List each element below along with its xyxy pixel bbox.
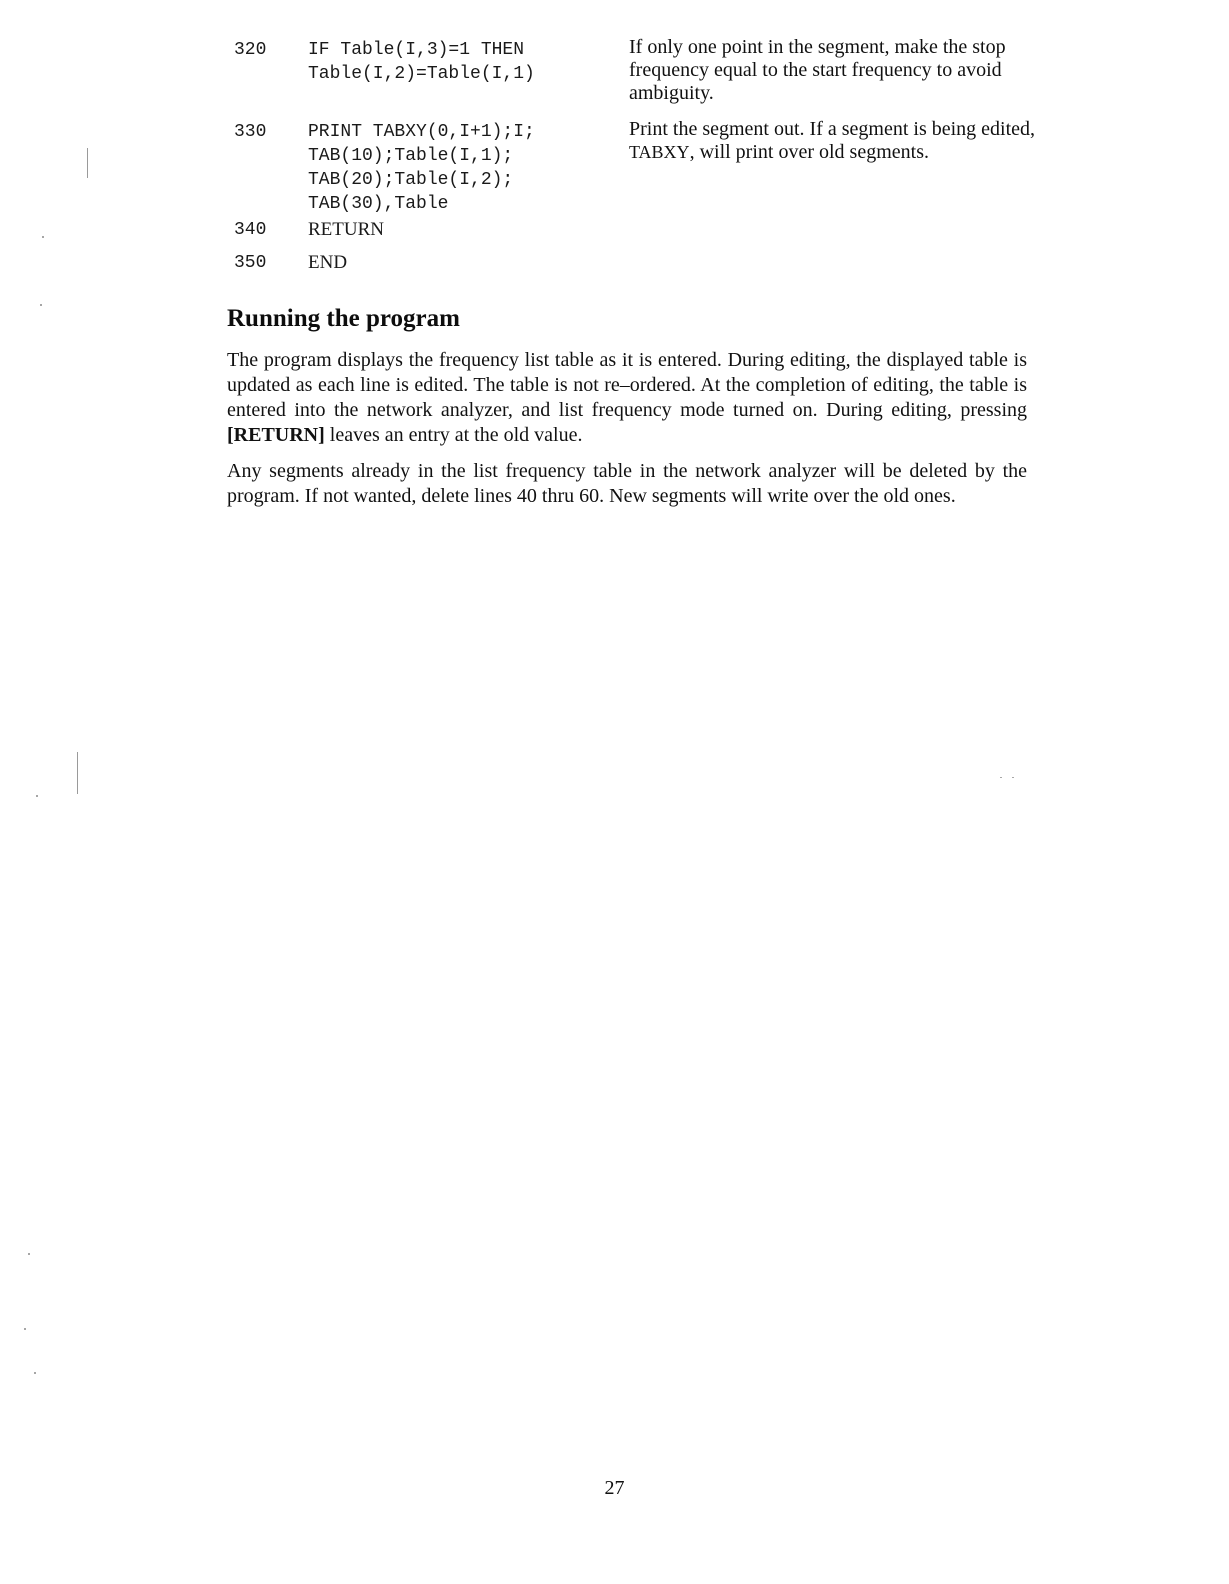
scan-speck bbox=[1012, 777, 1014, 778]
scan-speck bbox=[34, 1372, 36, 1374]
body-paragraph-1 bbox=[227, 348, 1027, 448]
page-number: 27 bbox=[604, 1477, 625, 1499]
code-row-330 bbox=[0, 120, 1229, 218]
paragraph-text: leaves an entry at the old value. bbox=[324, 424, 583, 446]
paragraph-text: The program displays the frequency list table as it is entered. During editing, the displayed table is updated as each line is edited. The table is not re–ordered. At the completion of editing, the table is entered into the network analyzer, and list frequency mode turned on. During editing, pressing bbox=[227, 349, 1027, 421]
body-paragraph-2: Any segments already in the list frequency table in the network analyzer will be deleted by the program. If not wanted, delete lines 40 thru 60. New segments will write over the old ones. bbox=[227, 460, 1027, 507]
scan-mark bbox=[87, 148, 88, 178]
code-row-320 bbox=[0, 36, 1229, 120]
code-statement: RETURN bbox=[308, 219, 384, 240]
scan-speck bbox=[42, 236, 44, 238]
comment-text-part: Print the segment out. If a segment is being edited, bbox=[629, 118, 1036, 140]
code-statement: END bbox=[308, 252, 348, 273]
scan-speck bbox=[28, 1253, 30, 1255]
line-number: 320 bbox=[234, 40, 267, 60]
code-statement: IF Table(I,3)=1 THEN Table(I,2)=Table(I,1) bbox=[308, 40, 535, 84]
code-comment: If only one point in the segment, make the stop frequency equal to the start frequency to avoid ambiguity. bbox=[629, 36, 1006, 104]
code-row-350 bbox=[0, 251, 1229, 281]
tabxy-keyword: TABXY bbox=[629, 142, 690, 162]
scan-speck bbox=[36, 795, 38, 797]
section-title: Running the program bbox=[227, 305, 460, 332]
comment-text-part: , will print over old segments. bbox=[689, 141, 929, 163]
code-statement: PRINT TABXY(0,I+1);I; TAB(10);Table(I,1); TAB(20);Table(I,2); TAB(30),Table bbox=[308, 122, 535, 214]
code-comment bbox=[629, 118, 1039, 164]
code-listing bbox=[0, 36, 1229, 281]
scan-speck bbox=[1000, 777, 1002, 778]
line-number: 330 bbox=[234, 122, 267, 142]
scan-mark bbox=[77, 752, 78, 794]
code-row-340 bbox=[0, 218, 1229, 251]
line-number: 340 bbox=[234, 220, 267, 240]
line-number: 350 bbox=[234, 253, 267, 273]
scan-speck bbox=[24, 1328, 26, 1330]
scan-speck bbox=[40, 304, 42, 306]
return-key-label: [RETURN] bbox=[227, 424, 325, 446]
